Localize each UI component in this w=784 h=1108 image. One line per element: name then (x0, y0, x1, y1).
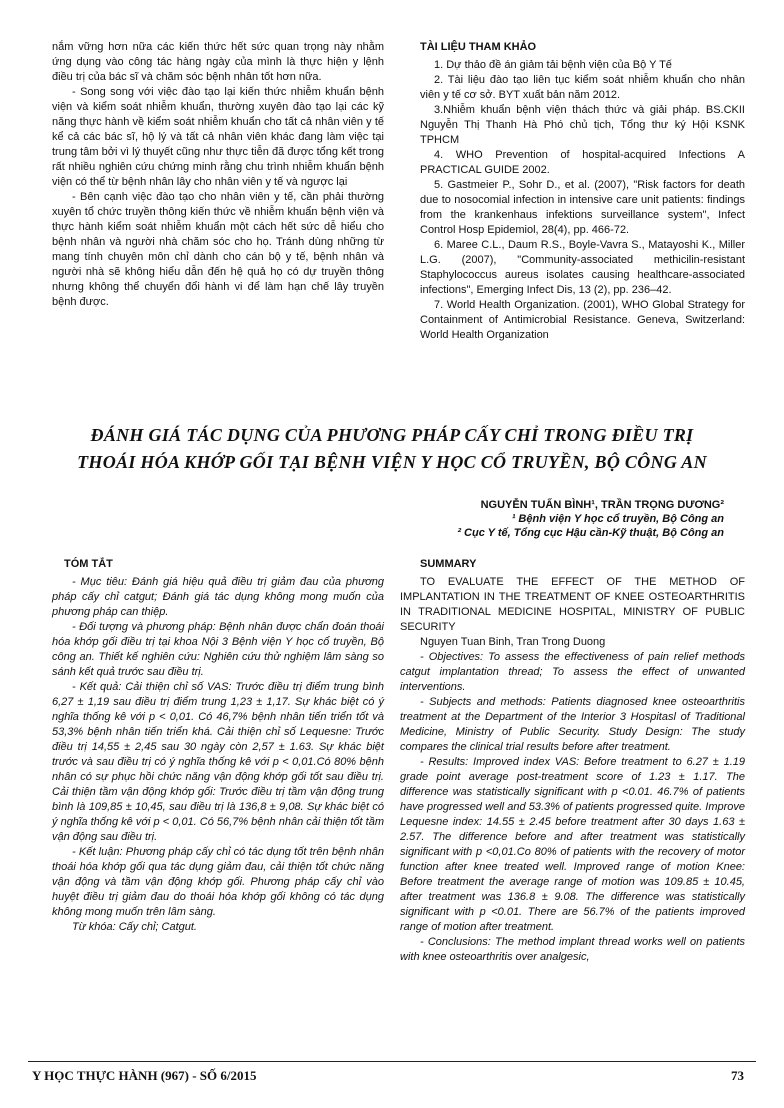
journal-footer: Y HỌC THỰC HÀNH (967) - SỐ 6/2015 (32, 1068, 257, 1083)
reference-item: 7. World Health Organization. (2001), WHO Global Strategy for Containment of Antimicrobial Resistance. Geneva, Switzerland: World Health Organization (420, 299, 745, 341)
reference-item: 3.Nhiễm khuẩn bệnh viện thách thức và giải pháp. BS.CKII Nguyễn Thị Thanh Hà Phó chủ tịch, Tổng thư ký Hội KSNK TPHCM (420, 104, 745, 146)
reference-item: 6. Maree C.L., Daum R.S., Boyle-Vavra S., Matayoshi K., Miller L.G. (2007), "Community-associated methicilin-resistant Staphylococcus aureus isolates causing healthcare-associated infections", Emerging Infect Dis, 13 (2), pp. 236–42. (420, 239, 745, 296)
reference-item: 1. Dự thảo đề án giảm tải bệnh viện của Bộ Y Tế (434, 59, 672, 71)
keywords: Từ khóa: Cấy chỉ; Catgut. (72, 921, 197, 933)
abstract-en-authors: Nguyen Tuan Binh, Tran Trong Duong (420, 636, 606, 648)
intro-continuation (52, 40, 384, 310)
intro-paragraph: - Bên cạnh việc đào tạo cho nhân viên y tế, cần phải thường xuyên tổ chức truyền thông kiến thức về nhiễm khuẩn bệnh viện và thực hành kiểm soát nhiễm khuẩn một cách hết sức dễ hiểu cho bệnh nhân và người nhà chăm sóc cho họ. Tránh dùng những từ mang tính chuyên môn chỉ dành cho cán bộ y tế, bệnh nhân và người nhà sẽ không hiểu dẫn đến hệ quả họ có dự truyền thông nhưng không thể chuyển đổi hành vi để làm hạn chế lây truyền bệnh được. (52, 191, 384, 308)
abstract-vn-paragraph: - Kết luận: Phương pháp cấy chỉ có tác dụng tốt trên bệnh nhân thoái hóa khớp gối qua tác dụng giảm đau, cải thiện tốt chức năng vận động và tầm vận động khớp gối. Phương pháp cấy chỉ vào huyệt điều trị giảm đau do thoái hóa khớp gối không có tác dụng không mong muốn trên lâm sàng. (52, 846, 384, 918)
abstract-en-paragraph: - Subjects and methods: Patients diagnosed knee osteoarthritis treatment at the Department of the Interior 3 Hospitasl of Traditional Medicine, Ministry of Public Security. Study Design: The study compares the clinical trial results before after treatment. (400, 696, 745, 753)
author-block (457, 498, 724, 540)
abstract-vn-paragraph: - Đối tượng và phương pháp: Bệnh nhân được chẩn đoán thoái hóa khớp gối điều trị tại khoa Nội 3 Bệnh viện Y học cổ truyền, Bộ công an. Thiết kế nghiên cứu: Nghiên cứu thử nghiệm lâm sàng so sánh kết quả trước sau điều trị. (52, 621, 384, 678)
abstract-vn-paragraph: - Mục tiêu: Đánh giá hiệu quả điều trị giảm đau của phương pháp cấy chỉ catgut; Đánh giá tác dụng không mong muốn của phương pháp can thiệp. (52, 576, 384, 618)
affiliation-1: ¹ Bệnh viện Y học cổ truyền, Bộ Công an (511, 513, 724, 525)
author-names: NGUYỄN TUẤN BÌNH¹, TRẦN TRỌNG DƯƠNG² (480, 499, 724, 511)
affiliation-2: ² Cục Y tế, Tổng cục Hậu cần-Kỹ thuật, Bộ Công an (457, 527, 724, 539)
abstract-vn-heading: TÓM TẮT (64, 558, 113, 570)
intro-paragraph: nắm vững hơn nữa các kiến thức hết sức quan trọng này nhằm ứng dụng vào công tác hàng ngày của mình là thực hiện y lệnh điều trị của bác sĩ và chăm sóc bệnh nhân tốt hơn nữa. (52, 41, 384, 83)
abstract-en-paragraph: - Objectives: To assess the effectiveness of pain relief methods catgut implantation thread; To assess the effect of unwanted interventions. (400, 651, 745, 693)
article-title-line2: THOÁI HÓA KHỚP GỐI TẠI BỆNH VIỆN Y HỌC CỔ TRUYỀN, BỘ CÔNG AN (77, 452, 707, 472)
references-heading: TÀI LIỆU THAM KHẢO (420, 41, 537, 53)
footer-divider (28, 1061, 756, 1062)
article-title-line1: ĐÁNH GIÁ TÁC DỤNG CỦA PHƯƠNG PHÁP CẤY CHỈ TRONG ĐIỀU TRỊ (90, 425, 694, 445)
abstract-en-heading: SUMMARY (420, 558, 477, 570)
page-number: 73 (731, 1068, 744, 1083)
reference-item: 2. Tài liệu đào tạo liên tục kiểm soát nhiễm khuẩn cho nhân viên y tế cơ sở. BYT xuất bản năm 2012. (420, 74, 745, 101)
abstract-en-title: TO EVALUATE THE EFFECT OF THE METHOD OF IMPLANTATION IN THE TREATMENT OF KNEE OSTEOARTHRITIS IN TRADITIONAL MEDICINE HOSPITAL, MINISTRY OF PUBLIC SECURITY (400, 576, 745, 633)
abstract-en-paragraph: - Conclusions: The method implant thread works well on patients with knee osteoarthritis over analgesic, (400, 936, 745, 963)
reference-item: 4. WHO Prevention of hospital-acquired Infections A PRACTICAL GUIDE 2002. (420, 149, 745, 176)
references-section (420, 40, 745, 343)
abstract-en-paragraph: - Results: Improved index VAS: Before treatment to 6.27 ± 1.19 grade point average post-treatment score of 1.23 ± 1.17. The difference was statistically significant with p <0.01. 46.7% of patients have progressed well and 53.3% of patients progressed quite. Improve Lequesne index: 14.55 ± 2.45 before treatment after 30 days 1.63 ± 2.57. The difference before and after treatment was statistically significant with p <0,01.Co 80% of patients with the recovery of motor function after knee treated well. Improved range of motion Knee: Before treatment the average range of motion was 109.85 ± 10.45, after treatment was 136.8 ± 9.08. The difference was statistically significant with p <0.01. There are 56.7% of the patients improved range of motion after treatment. (400, 756, 745, 933)
abstract-vietnamese (52, 557, 384, 935)
abstract-english (400, 557, 745, 965)
abstract-vn-paragraph: - Kết quả: Cải thiện chỉ số VAS: Trước điều trị điểm trung bình 6,27 ± 1,19 sau điều trị điểm trung 1,23 ± 1,17. Sự khác biệt có ý nghĩa thống kê với p < 0,01. Có 46,7% bệnh nhân tiến triển tốt và 53,3% bệnh nhân tiến triển khá. Cải thiện chỉ số Lequesne: Trước điều trị 14,55 ± 2,45 sau 30 ngày còn 2,57 ± 1.63. Sự khác biệt trước và sau điều trị có ý nghĩa thống kê với p < 0,01.Có 80% bệnh nhân có sự phục hồi chức năng vận động khớp gối tốt sau điều trị. Cải thiện tầm vận động khớp gối: Trước điều trị tầm vận động trung bình là 109,85 ± 10,45, sau điều trị là 136,8 ± 9,08. Sự khác biệt có ý nghĩa thống kê với p < 0,01. Có 56,7% bệnh nhân cải thiện tốt tầm vận động sau điều trị. (52, 681, 384, 843)
reference-item: 5. Gastmeier P., Sohr D., et al. (2007), "Risk factors for death due to nosocomial infection in intensive care unit patients: findings from the krankenhaus infektions surveillance system", Infect Control Hosp Epidemiol, 28(4), pp. 466-72. (420, 179, 745, 236)
intro-paragraph: - Song song với việc đào tạo lại kiến thức nhiễm khuẩn bệnh viện và kiểm soát nhiễm khuẩn, thường xuyên đào tạo lại các kỹ năng thực hành về kiểm soát nhiễm khuẩn cho tất cả nhân viên y tế kể cả các bác sĩ, hộ lý và tất cả nhân viên khác đang làm việc tại trung tâm bởi vì lý thuyết cũng như thực tiễn đã được tổng kết trong rất nhiều nghiên cứu chứng minh rằng chu trình nhiễm khuẩn bệnh viện có thể từ bệnh nhân lây cho nhân viên y tế và ngược lại (52, 86, 384, 188)
